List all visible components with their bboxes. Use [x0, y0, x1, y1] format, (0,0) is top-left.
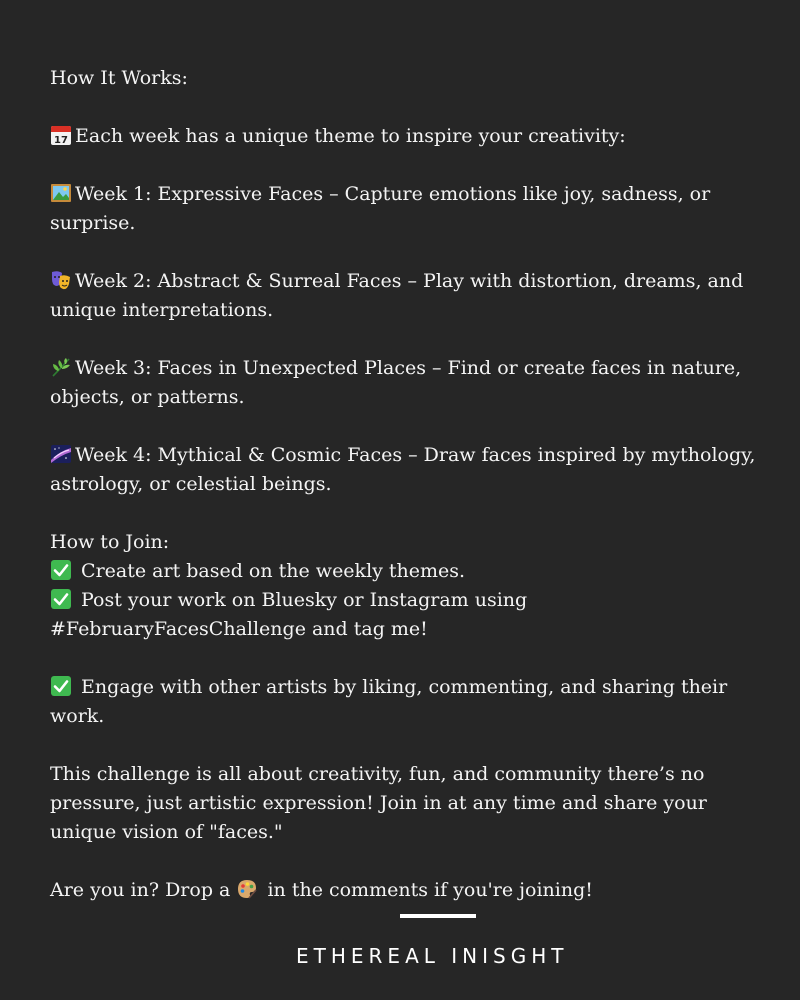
check-mark-button-icon: [50, 588, 74, 610]
week-2-text-line-1: Week 2: Abstract & Surreal Faces – Play with distortion, dreams, and: [75, 270, 744, 292]
closing-line-3: unique vision of "faces.": [50, 821, 283, 843]
intro-text: Each week has a unique theme to inspire your creativity:: [75, 125, 626, 147]
join-step-2: [50, 586, 750, 615]
week-4-text-line-1: Week 4: Mythical & Cosmic Faces – Draw faces inspired by mythology,: [75, 444, 756, 466]
join-step-3-text-line-2: work.: [50, 705, 105, 727]
svg-text:17: 17: [54, 135, 68, 146]
brand-name: ETHEREAL INISGHT: [296, 944, 569, 968]
join-step-3-text-line-1: Engage with other artists by liking, commenting, and sharing their: [81, 676, 728, 698]
week-3-text-line-2: objects, or patterns.: [50, 386, 245, 408]
performing-arts-masks-icon: [50, 269, 74, 291]
cta-text-after: in the comments if you're joining!: [267, 879, 593, 901]
week-3-line-1: [50, 354, 750, 383]
week-1-line-1: [50, 180, 750, 209]
divider-line: [400, 914, 476, 918]
how-it-works-heading: How It Works:: [50, 67, 188, 89]
framed-picture-icon: [50, 182, 74, 204]
week-4-line-1: [50, 441, 756, 470]
week-2-line-1: [50, 267, 750, 296]
closing-line-1: This challenge is all about creativity, fun, and community there’s no: [50, 763, 705, 785]
join-step-1: [50, 557, 750, 586]
how-to-join-heading: How to Join:: [50, 531, 170, 553]
week-1-text-line-2: surprise.: [50, 212, 136, 234]
week-2-text-line-2: unique interpretations.: [50, 299, 274, 321]
check-mark-button-icon: [50, 675, 74, 697]
milky-way-icon: [50, 443, 74, 465]
calendar-icon: [50, 124, 74, 146]
closing-line-2: pressure, just artistic expression! Join in at any time and share your: [50, 792, 707, 814]
cta-text-before: Are you in? Drop a: [50, 879, 231, 901]
join-step-2-text-line-2: #FebruaryFacesChallenge and tag me!: [50, 618, 428, 640]
week-4-text-line-2: astrology, or celestial beings.: [50, 473, 332, 495]
week-1-text-line-1: Week 1: Expressive Faces – Capture emotions like joy, sadness, or: [75, 183, 711, 205]
intro-line: [50, 122, 750, 151]
join-step-1-text: Create art based on the weekly themes.: [81, 560, 466, 582]
check-mark-button-icon: [50, 559, 74, 581]
post-text: [50, 64, 756, 905]
artist-palette-icon: [236, 878, 260, 900]
join-step-3: [50, 673, 750, 702]
herb-leaf-icon: [50, 356, 74, 378]
call-to-action: [50, 876, 750, 905]
join-step-2-text-line-1: Post your work on Bluesky or Instagram using: [81, 589, 528, 611]
week-3-text-line-1: Week 3: Faces in Unexpected Places – Find or create faces in nature,: [75, 357, 742, 379]
